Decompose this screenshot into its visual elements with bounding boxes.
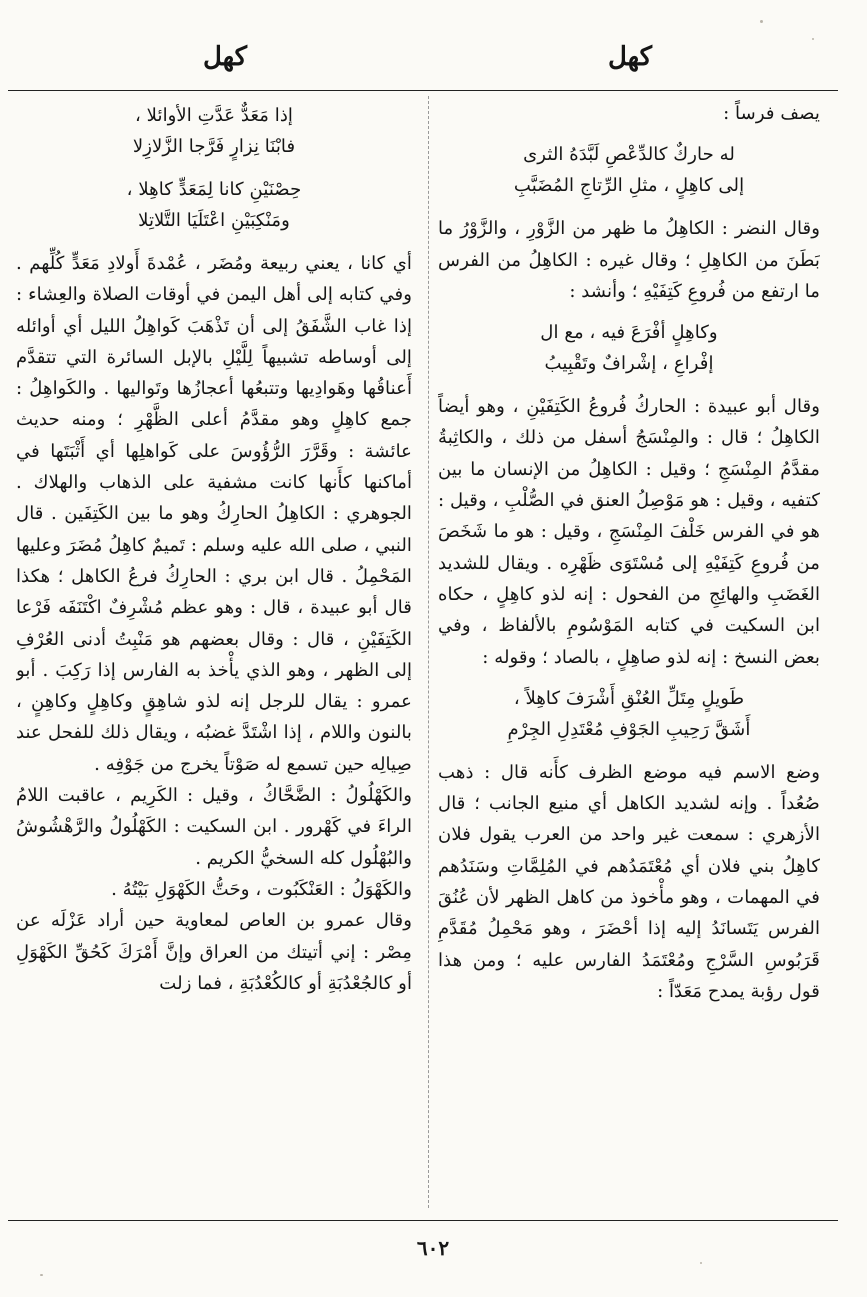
verse-line: ومَنْكِبَيْنِ اعْتَلَيَا التَّلاتِلا <box>138 210 290 231</box>
column-divider <box>428 96 429 1208</box>
bottom-rule <box>8 1220 838 1221</box>
page-number: ٦٠٢ <box>416 1236 450 1260</box>
paragraph: أي كانا ، يعني ربيعة ومُضَر ، عُمْدةَ أَولادِ مَعَدٍّ كُلِّهم . وفي كتابه إلى أهل اليمن في أوقات الصلاة والعِشاء : إذا غاب الشَّفَقُ إلى أن تَذْهَبَ كَواهِلُ الليل أي أوائله إلى أوساطه تشبيهاً لِلَّيْلِ بالإبل السائرة التي تتقدَّم أَعناقُها وهَوادِيها وتتبعُها أعجازُها وتَواليها . والكَواهِلُ : جمع كاهِلٍ وهو مقدَّمُ أعلى الظَّهْرِ ؛ ومنه حديث عائشة : وقَرَّرَ الرُّؤُوسَ على كَواهلِها أي أَثْبَتَها في أماكنها كأَنها كانت مشفية على الذهاب والهلاك . الجوهري : الكاهِلُ الحارِكُ وهو ما بين الكَتِفَين . قال النبي ، صلى الله عليه وسلم : تَميمٌ كاهِلُ مُضَرَ وعليها المَحْمِلُ . قال ابن بري : الحارِكُ فرعُ الكاهل ؛ هكذا قال أبو عبيدة ، قال : وهو عظم مُشْرِفٌ اكْتَنَفَه فَرْعا الكَتِفَيْنِ ، قال : وقال بعضهم هو مَنْبِتُ أدنى العُرْفِ إلى الظهر ، وهو الذي يأْخذ به الفارس إذا رَكِبَ . أبو عمرو : يقال للرجل إنه لذو شاهِقٍ وكاهِلٍ وكاهِنٍ ، بالنون واللام ، إذا اشْتَدَّ غضبُه ، ويقال ذلك للفحل عند صِيالِه حين تسمع له صَوْتاً يخرج من جَوْفِه . <box>16 253 412 775</box>
verse <box>438 139 820 201</box>
right-column <box>438 98 820 1210</box>
verse <box>438 683 820 745</box>
paper-speck <box>760 20 763 23</box>
verse <box>438 317 820 379</box>
paragraph: وقال عمرو بن العاص لمعاوية حين أراد عَزْلَه عن مِصْر : إني أتيتك من العراق وإنَّ أَمْرَكَ كَحُقِّ الكَهْوَلِ أو كالجُعْدُبَةِ أو كالكُعْدُبَةِ ، فما زلت <box>16 910 412 994</box>
verse-line: طَويلٍ مِتَلِّ العُنْقِ أَشْرَفَ كاهِلاً ، <box>513 687 745 709</box>
paragraph: يصف فرساً : <box>723 103 820 124</box>
left-column <box>16 98 412 1210</box>
paragraph: والكَهْوَلُ : العَنْكَبُوت ، وحَتُّ الكَهْوَلِ بَيْتُهُ . <box>111 878 412 900</box>
verse-line: إلى كاهِلٍ ، مثلِ الرِّتاجِ المُضَبَّبِ <box>513 175 745 197</box>
verse-line: وكاهِلٍ أفْرَعَ فيه ، مع ال <box>540 322 718 344</box>
paragraph: وقال أبو عبيدة : الحاركُ فُروعُ الكَتِفَيْنِ ، وهو أيضاً الكاهِلُ ؛ قال : والمِنْسَجُ أسفل من ذلك ، والكاثِبةُ مقدَّمُ المِنْسَجِ ؛ وقيل : الكاهِلُ من الإنسان ما بين كتفيه ، وقيل : هو مَوْصِلُ العنق في الصُّلْبِ ، وقيل : هو في الفرس خَلْفَ المِنْسَجِ ، وقيل : هو ما شَخَصَ من فُروعِ كَتِفَيْهِ إلى مُسْتَوَى ظَهْرِه . ويقال للشديد الغَضَبِ والهائِجِ من الفحول : إنه لذو كاهِلٍ ، حكاه ابن السكيت في كتابه المَوْسُومِ بالألفاظ ، وفي بعض النسخ : إنه لذو صاهِلٍ ، بالصاد ؛ وقوله : <box>438 396 820 668</box>
paragraph: والكَهْلُولُ : الضَّحَّاكُ ، وقيل : الكَرِيم ، عاقبت اللامُ الراءَ في كَهْرور . ابن السكيت : الكَهْلُولُ والرَّهْشُوشُ والبُهْلُول كله السخيُّ الكريم . <box>16 785 412 869</box>
top-rule <box>8 90 838 91</box>
verse-line: إفْراعِ ، إشْرافٌ وتَقْبِيبُ <box>544 353 714 375</box>
paragraph: وضع الاسم فيه موضع الظرف كأَنه قال : ذهب صُعُداً . وإنه لشديد الكاهل أي منيع الجانب ؛ قال الأزهري : سمعت غير واحد من العرب يقول فلان كاهِلُ بني فلان أي مُعْتَمَدُهم في المُلِمَّاتِ وسَنَدُهم في المهمات ، وهو مأْخوذ من كاهل الظهر لأن عُنُقَ الفرس يَتَسانَدُ إليه إذا أحْضَرَ ، وهو مَحْمِلُ مُقَدَّمِ قَرَبُوسِ السَّرْجِ ومُعْتَمَدُ الفارس عليه ؛ ومن هذا قول رؤبة يمدح مَعَدّاً : <box>438 761 820 1002</box>
paper-speck <box>812 38 814 40</box>
verse-line: له حاركٌ كالدِّعْصِ لَبَّدَهُ الثرى <box>523 144 735 166</box>
paper-speck <box>700 1262 702 1264</box>
verse-line: إذا مَعَدٌّ عَدَّتِ الأوائلا ، <box>135 105 293 126</box>
header-word-right: كهل <box>607 42 653 72</box>
verse <box>16 100 412 162</box>
verse-line: فابْنَا نِزارٍ فَرَّجا الزَّلازِلا <box>132 136 296 157</box>
verse <box>16 174 412 236</box>
verse-line: حِصْنَيْنِ كانا لِمَعَدٍّ كاهِلا ، <box>126 179 302 200</box>
header-word-left: كهل <box>202 42 248 72</box>
verse-line: أَشَقَّ رَحِيبِ الجَوْفِ مُعْتَدِلِ الجِرْمِ <box>507 718 751 740</box>
paragraph: وقال النضر : الكاهِلُ ما ظهر من الزَّوْرِ ، والزَّوْرُ ما بَطَنَ من الكاهِلِ ؛ وقال غيره : الكاهِلُ من الفرس ما ارتفع من فُروعِ كَتِفَيْهِ ؛ وأنشد : <box>438 218 820 302</box>
paper-speck <box>40 1274 43 1276</box>
